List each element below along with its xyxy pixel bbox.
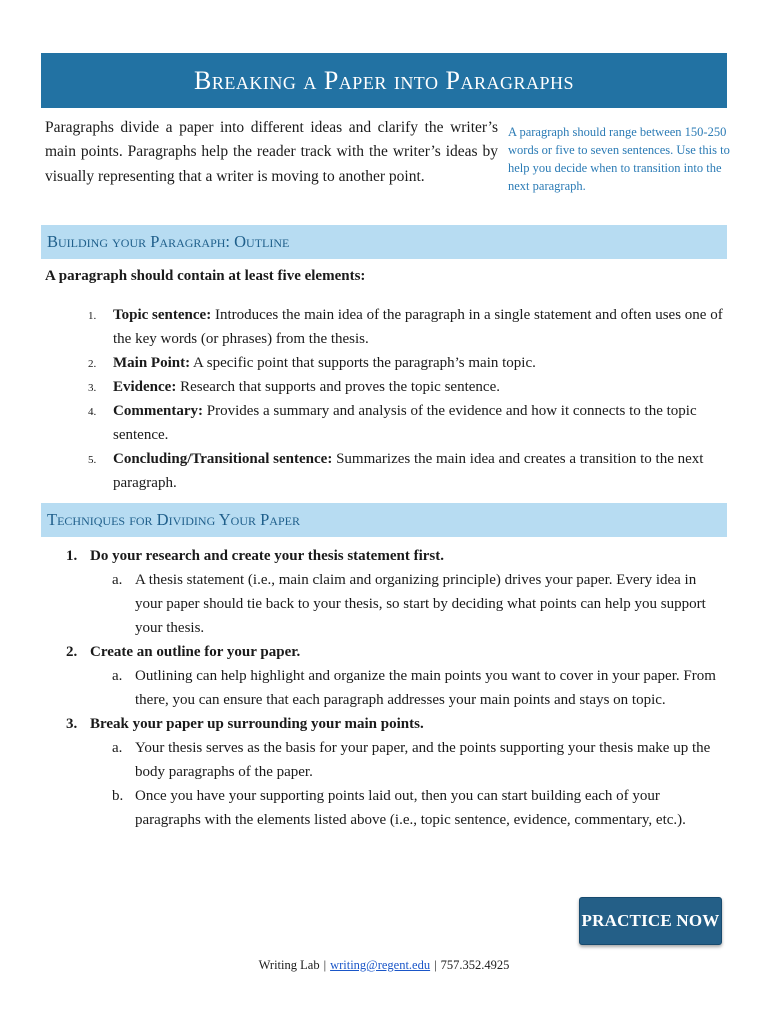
list-item [88, 399, 728, 447]
item-text: Provides a summary and analysis of the evidence and how it connects to the topic sentence. [113, 403, 697, 443]
item-text: Summarizes the main idea and creates a transition to the next paragraph. [113, 451, 704, 491]
step-item [66, 712, 726, 832]
step-number: 3. [66, 716, 78, 732]
step-title: Create an outline for your paper. [90, 644, 301, 660]
item-term: Topic sentence: [113, 307, 212, 323]
sub-letter: b. [112, 788, 124, 804]
sidenote: A paragraph should range between 150-250 words or five to seven sentences. Use this to help you decide when to transition into the next paragraph. [508, 125, 730, 193]
footer-separator: | [434, 958, 437, 972]
item-text: Introduces the main idea of the paragraph in a single statement and often uses one of the key words (or phrases) from the thesis. [113, 307, 723, 347]
list-item [88, 447, 728, 495]
footer-phone: 757.352.4925 [440, 958, 510, 972]
elements-lead: A paragraph should contain at least five elements: [45, 268, 366, 284]
sub-list [90, 568, 726, 640]
item-number: 1. [88, 310, 97, 322]
sub-text: A thesis statement (i.e., main claim and organizing principle) drives your paper. Every idea in your paper should tie back to your thesis, so start by deciding what points can help you support your thesis. [135, 572, 706, 636]
step-number: 1. [66, 548, 78, 564]
sub-item [90, 736, 726, 784]
sub-text: Once you have your supporting points laid out, then you can start building each of your paragraphs with the elements listed above (i.e., topic sentence, evidence, commentary, etc.). [135, 788, 686, 828]
email-link[interactable]: writing@regent.edu [330, 958, 431, 972]
section-heading-outline: Building your Paragraph: Outline [41, 225, 727, 259]
sub-item [90, 664, 726, 712]
list-item [88, 303, 728, 351]
sub-letter: a. [112, 740, 123, 756]
step-title: Do your research and create your thesis statement first. [90, 548, 444, 564]
footer [0, 958, 768, 973]
item-term: Main Point: [113, 355, 191, 371]
item-term: Concluding/Transitional sentence: [113, 451, 333, 467]
footer-org: Writing Lab [258, 958, 320, 972]
sub-text: Outlining can help highlight and organize the main points you want to cover in your paper. From there, you can ensure that each paragraph addresses your main points and stays on topic. [135, 668, 716, 708]
item-number: 2. [88, 358, 97, 370]
sub-text: Your thesis serves as the basis for your paper, and the points supporting your thesis make up the body paragraphs of the paper. [135, 740, 711, 780]
step-item [66, 544, 726, 640]
item-term: Evidence: [113, 379, 177, 395]
item-number: 4. [88, 406, 97, 418]
item-number: 5. [88, 454, 97, 466]
item-term: Commentary: [113, 403, 203, 419]
techniques-list [66, 544, 726, 832]
list-item [88, 375, 728, 399]
sub-letter: a. [112, 572, 123, 588]
sub-list [90, 664, 726, 712]
step-item [66, 640, 726, 712]
item-text: A specific point that supports the paragraph’s main topic. [190, 355, 536, 371]
sub-list [90, 736, 726, 832]
sub-letter: a. [112, 668, 123, 684]
list-item [88, 351, 728, 375]
section-heading-techniques: Techniques for Dividing Your Paper [41, 503, 727, 537]
practice-now-button[interactable]: PRACTICE NOW [579, 897, 722, 945]
sub-item [90, 784, 726, 832]
item-number: 3. [88, 382, 97, 394]
step-number: 2. [66, 644, 78, 660]
sub-item [90, 568, 726, 640]
page-title: Breaking a Paper into Paragraphs [41, 53, 727, 108]
item-text: Research that supports and proves the topic sentence. [176, 379, 500, 395]
intro-paragraph: Paragraphs divide a paper into different ideas and clarify the writer’s main points. Paragraphs help the reader track with the writer’s ideas by visually representing that a writer is moving to another point. [45, 119, 498, 185]
footer-separator: | [323, 958, 327, 972]
step-title: Break your paper up surrounding your main points. [90, 716, 424, 732]
elements-list [88, 303, 728, 495]
